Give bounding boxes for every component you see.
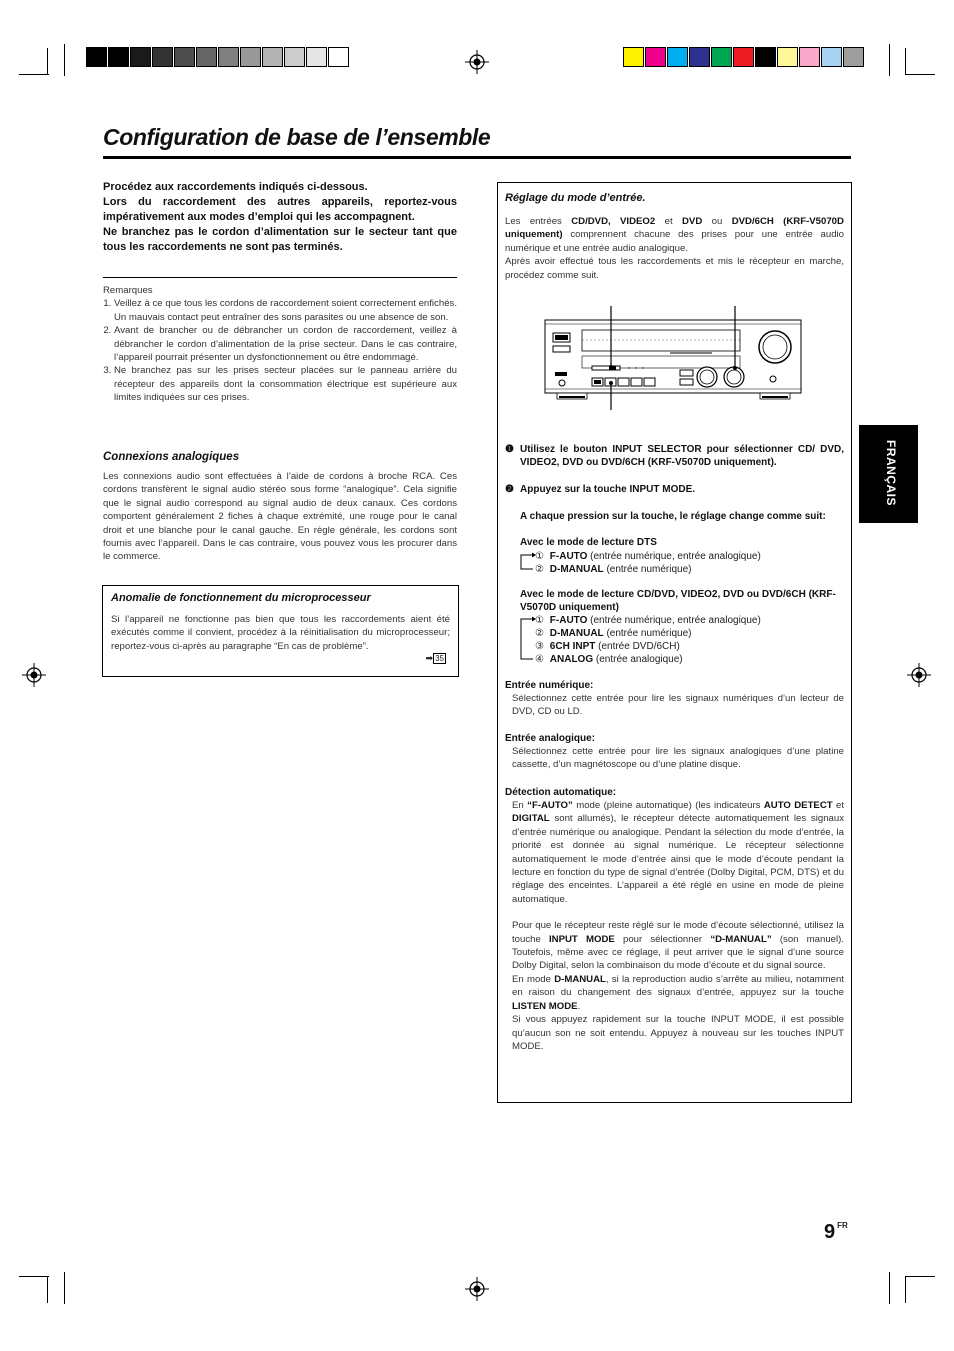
gray-swatch: [152, 47, 173, 67]
remarks-section: [103, 284, 457, 405]
color-swatch: [623, 47, 644, 67]
registration-mark-icon: [465, 1277, 489, 1301]
step-text: Appuyez sur la touche INPUT MODE.: [520, 484, 696, 495]
mode-item: ① F-AUTO (entrée numérique, entrée analogique): [535, 551, 761, 562]
each-press-note: A chaque pression sur la touche, le réglage change comme suit:: [520, 511, 826, 522]
mode-item: ① F-AUTO (entrée numérique, entrée analogique): [535, 615, 761, 626]
auto-detect-paragraph: Pour que le récepteur reste réglé sur le mode d’écoute sélectionné, utilisez la touche INPUT MODE pour sélectionner “D-MANUAL” (son manuel). Toutefois, même avec ce réglage, il peut arriver que le signal d’une source Dolby Digital, selon la combinaison du mode d’écoute et du signal source.: [512, 920, 845, 972]
remark-item: 3. Ne branchez pas sur les prises secteur placées sur le panneau arrière du récepteur des appareils dont la consommation électrique est supérieure aux limites indiquées sur ces prises.: [114, 364, 457, 404]
registration-mark-icon: [465, 50, 489, 74]
color-swatch: [755, 47, 776, 67]
digital-body: Sélectionnez cette entrée pour lire les signaux numériques d’un lecteur de DVD, CD ou LD.: [512, 693, 844, 718]
anomaly-box: [102, 585, 459, 677]
color-swatch: [711, 47, 732, 67]
title-rule: [103, 156, 851, 159]
intro-line: Procédez aux raccordements indiqués ci-dessous.: [103, 181, 368, 193]
gray-swatch: [284, 47, 305, 67]
cycle-arrow-icon: [517, 551, 537, 573]
gray-swatch: [218, 47, 239, 67]
auto-detect-paragraph: Si vous appuyez rapidement sur la touche INPUT MODE, il est possible qu’aucun son ne soit entendu. Appuyez à nouveau sur les touches INPUT MODE.: [512, 1014, 844, 1052]
registration-mark-icon: [22, 663, 46, 687]
page-reference-number: 35: [435, 654, 444, 663]
analog-body: Les connexions audio sont effectuées à l’aide de cordons à broche RCA. Ces cordons transfèrent le signal audio stéréo sous forme “analogique”. Cela signifie que le signal audio correspond au signal audio de deux canaux. Ces cordons comportent généralement 2 fiches à chaque extrémité, une rouge pour le canal droit et une blanche pour le canal gauche. En règle générale, les cordons sont fournis avec l’appareil. Dans le cas contraire, vous pouvez vous les procurer dans le commerce.: [103, 471, 457, 563]
analog-heading: Connexions analogiques: [103, 451, 240, 463]
color-swatch: [689, 47, 710, 67]
color-swatch: [821, 47, 842, 67]
registration-mark-icon: [907, 663, 931, 687]
page-reference[interactable]: [426, 653, 446, 664]
step-number: ❶: [505, 444, 514, 455]
remarks-heading: Remarques: [103, 285, 153, 296]
receiver-front-panel-illustration: [540, 306, 806, 412]
arrow-icon: ➡: [425, 653, 434, 663]
analog-input-heading: Entrée analogique:: [505, 733, 596, 744]
gray-swatch: [108, 47, 129, 67]
step-text: Utilisez le bouton INPUT SELECTOR pour sélectionner CD/ DVD, VIDEO2, DVD ou DVD/6CH (KRF-V5070D uniquement).: [520, 444, 844, 469]
gray-swatch: [328, 47, 349, 67]
anomaly-heading: Anomalie de fonctionnement du microprocesseur: [111, 592, 371, 604]
analog-section: [103, 451, 457, 564]
auto-detect-heading: Détection automatique:: [505, 787, 617, 798]
gray-swatch: [174, 47, 195, 67]
auto-detect-paragraph: En mode D-MANUAL, si la reproduction audio s’arrête au milieu, notamment en raison du changement des signaux d’entrée, appuyez sur la touche LISTEN MODE.: [512, 973, 844, 1012]
color-swatch: [667, 47, 688, 67]
mode-item: ④ ANALOG (entrée analogique): [535, 654, 683, 665]
color-swatch: [799, 47, 820, 67]
mode-item: ② D-MANUAL (entrée numérique): [535, 564, 692, 575]
input-mode-heading: Réglage du mode d’entrée.: [505, 192, 646, 204]
auto-detect-body: [512, 799, 844, 1053]
gray-swatch: [86, 47, 107, 67]
remark-item: 2. Avant de brancher ou de débrancher un cordon de raccordement, veillez à débrancher le cordon d’alimentation de la prise secteur. Dans le cas contraire, l’appareil pourrait présenter un dysfonctionnement ou être endommagé.: [114, 324, 457, 364]
color-swatch: [645, 47, 666, 67]
color-swatch: [733, 47, 754, 67]
anomaly-body: Si l’appareil ne fonctionne pas bien que tous les raccordements aient été exécutés comme il convient, procédez à la réinitialisation du microprocesseur; reportez-vous ci-après au paragraphe “En cas de problème”.: [111, 614, 450, 652]
analog-input-body: Sélectionnez cette entrée pour lire les signaux analogiques d’une platine cassette, d’un magnétoscope ou d’une platine disque.: [512, 746, 844, 771]
divider: [103, 277, 457, 278]
cycle-arrow-icon: [517, 615, 537, 663]
color-swatch: [843, 47, 864, 67]
page-number: 9 $^{FR}$: [824, 1221, 848, 1243]
page-title: Configuration de base de l’ensemble: [103, 124, 491, 150]
intro-notice: [103, 180, 457, 255]
mode-item: ③ 6CH INPT (entrée DVD/6CH): [535, 641, 680, 652]
gray-swatch: [196, 47, 217, 67]
mode-item: ② D-MANUAL (entrée numérique): [535, 628, 692, 639]
language-tab-label: FRANÇAIS: [884, 440, 898, 506]
intro-line: Lors du raccordement des autres appareils, reportez-vous impérativement aux modes d’emploi qui les accompagnent.: [103, 196, 457, 223]
cd-heading: Avec le mode de lecture CD/DVD, VIDEO2, DVD ou DVD/6CH (KRF-V5070D uniquement): [520, 589, 836, 614]
step-number: ❷: [505, 484, 514, 495]
auto-detect-paragraph: En “F-AUTO” mode (pleine automatique) (les indicateurs AUTO DETECT et DIGITAL sont allumés), le récepteur détecte automatiquement les signaux d’entrée numérique ou analogique. Pendant la sélection du mode d’entrée, la priorité est donnée au signal numérique. Le récepteur sélectionne automatiquement le mode d’entrée ainsi que le mode d’écoute pendant la lecture en fonction du type de signal d’entrée (Dolby Digital, PCM, DTS) et du réglage des enceintes. L’appareil a été réglé en usine en mode de pleine automatique.: [512, 800, 845, 905]
digital-heading: Entrée numérique:: [505, 680, 594, 691]
gray-swatch: [262, 47, 283, 67]
remark-item: 1. Veillez à ce que tous les cordons de raccordement soient correctement enfichés. Un mauvais contact peut entraîner des sons parasites ou une absence de son.: [114, 297, 457, 324]
color-swatch: [777, 47, 798, 67]
intro-line: Ne branchez pas le cordon d’alimentation sur le secteur tant que tous les raccordements ne sont pas terminés.: [103, 226, 457, 253]
input-mode-intro: Les entrées CD/DVD, VIDEO2 et DVD ou DVD/6CH (KRF-V5070D uniquement) comprennent chacune des prises pour une entrée audio numérique et une entrée audio analogique. Après avoir effectué tous les raccordements et mis le récepteur en marche, procédez comme suit.: [505, 216, 844, 281]
gray-swatch: [130, 47, 151, 67]
dts-heading: Avec le mode de lecture DTS: [520, 537, 657, 548]
gray-swatch: [306, 47, 327, 67]
gray-swatch: [240, 47, 261, 67]
